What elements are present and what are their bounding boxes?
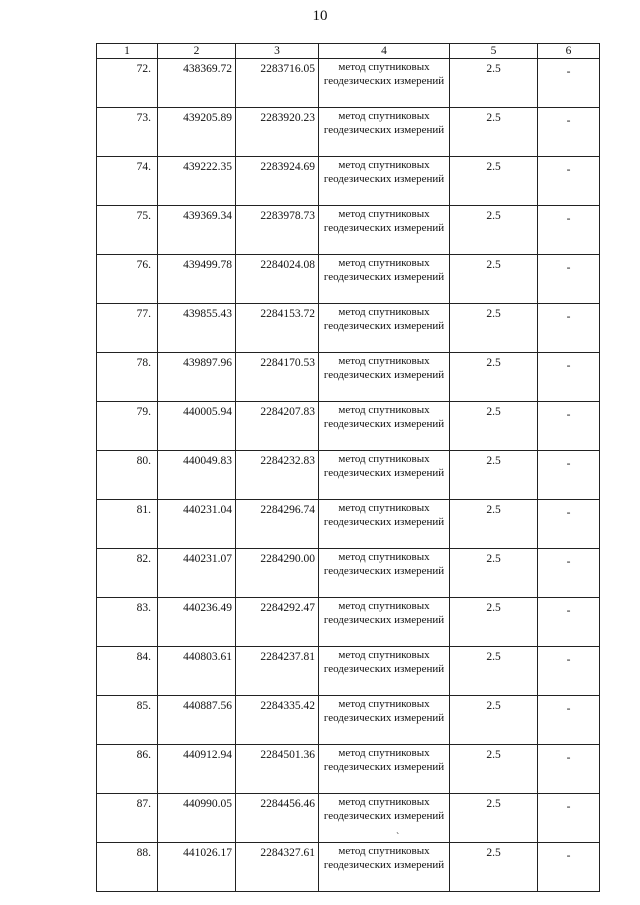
note-value: - [538,157,600,206]
table-row [97,745,600,794]
accuracy-value: 2.5 [450,206,538,255]
accuracy-value: 2.5 [450,402,538,451]
header-col-3: 3 [236,44,319,59]
accuracy-value: 2.5 [450,108,538,157]
x-coordinate: 440887.56 [158,696,236,745]
x-coordinate: 440912.94 [158,745,236,794]
method-description: метод спутниковых геодезических измерений [319,108,450,157]
x-coordinate: 440990.05 [158,794,236,843]
table-body [97,59,600,892]
header-col-4: 4 [319,44,450,59]
accuracy-value: 2.5 [450,157,538,206]
point-number: 88. [97,843,158,892]
method-description: метод спутниковых геодезических измерений [319,745,450,794]
method-description: метод спутниковых геодезических измерений [319,304,450,353]
point-number: 83. [97,598,158,647]
accuracy-value: 2.5 [450,59,538,108]
point-number: 82. [97,549,158,598]
note-value: - [538,794,600,843]
y-coordinate: 2284292.47 [236,598,319,647]
point-number: 87. [97,794,158,843]
header-col-5: 5 [450,44,538,59]
point-number: 75. [97,206,158,255]
accuracy-value: 2.5 [450,647,538,696]
point-number: 74. [97,157,158,206]
x-coordinate: 440049.83 [158,451,236,500]
y-coordinate: 2283716.05 [236,59,319,108]
point-number: 86. [97,745,158,794]
method-description: метод спутниковых геодезических измерений [319,598,450,647]
method-description: метод спутниковых геодезических измерений [319,206,450,255]
point-number: 84. [97,647,158,696]
y-coordinate: 2284237.81 [236,647,319,696]
x-coordinate: 440231.04 [158,500,236,549]
point-number: 80. [97,451,158,500]
page-number: 10 [312,8,328,24]
coordinates-table [96,43,600,892]
y-coordinate: 2284207.83 [236,402,319,451]
x-coordinate: 439205.89 [158,108,236,157]
y-coordinate: 2284232.83 [236,451,319,500]
point-number: 85. [97,696,158,745]
table-row [97,598,600,647]
table-row [97,108,600,157]
point-number: 79. [97,402,158,451]
y-coordinate: 2284327.61 [236,843,319,892]
table-row [97,500,600,549]
y-coordinate: 2284456.46 [236,794,319,843]
y-coordinate: 2284501.36 [236,745,319,794]
x-coordinate: 441026.17 [158,843,236,892]
method-description: метод спутниковых геодезических измерений [319,647,450,696]
note-value: - [538,745,600,794]
x-coordinate: 440231.07 [158,549,236,598]
table-row [97,794,600,843]
point-number: 77. [97,304,158,353]
y-coordinate: 2283924.69 [236,157,319,206]
note-value: - [538,696,600,745]
table-row [97,843,600,892]
point-number: 81. [97,500,158,549]
note-value: - [538,206,600,255]
x-coordinate: 440236.49 [158,598,236,647]
accuracy-value: 2.5 [450,304,538,353]
x-coordinate: 439499.78 [158,255,236,304]
method-description: метод спутниковых геодезических измерений [319,255,450,304]
note-value: - [538,843,600,892]
y-coordinate: 2284335.42 [236,696,319,745]
note-value: - [538,353,600,402]
method-description: метод спутниковых геодезических измерений [319,402,450,451]
method-description: метод спутниковых геодезических измерений [319,451,450,500]
y-coordinate: 2284170.53 [236,353,319,402]
method-description: метод спутниковых геодезических измерений [319,549,450,598]
accuracy-value: 2.5 [450,745,538,794]
header-col-2: 2 [158,44,236,59]
y-coordinate: 2284296.74 [236,500,319,549]
note-value: - [538,59,600,108]
accuracy-value: 2.5 [450,843,538,892]
table-row [97,157,600,206]
x-coordinate: 439855.43 [158,304,236,353]
header-col-6: 6 [538,44,600,59]
table-row [97,255,600,304]
x-coordinate: 439222.35 [158,157,236,206]
point-number: 72. [97,59,158,108]
point-number: 78. [97,353,158,402]
accuracy-value: 2.5 [450,696,538,745]
stray-mark: ` [396,832,400,843]
note-value: - [538,647,600,696]
accuracy-value: 2.5 [450,794,538,843]
y-coordinate: 2284290.00 [236,549,319,598]
method-description: метод спутниковых геодезических измерений [319,794,450,843]
table-header-row [97,44,600,59]
note-value: - [538,255,600,304]
table-row [97,402,600,451]
table-row [97,696,600,745]
y-coordinate: 2283978.73 [236,206,319,255]
table-row [97,206,600,255]
note-value: - [538,304,600,353]
accuracy-value: 2.5 [450,500,538,549]
header-col-1: 1 [97,44,158,59]
table-row [97,647,600,696]
method-description: метод спутниковых геодезических измерений [319,353,450,402]
accuracy-value: 2.5 [450,549,538,598]
note-value: - [538,108,600,157]
x-coordinate: 440005.94 [158,402,236,451]
table-row [97,353,600,402]
accuracy-value: 2.5 [450,255,538,304]
x-coordinate: 439369.34 [158,206,236,255]
y-coordinate: 2284153.72 [236,304,319,353]
method-description: метод спутниковых геодезических измерений [319,843,450,892]
method-description: метод спутниковых геодезических измерений [319,157,450,206]
table-row [97,304,600,353]
y-coordinate: 2283920.23 [236,108,319,157]
table-row [97,549,600,598]
note-value: - [538,402,600,451]
table-row [97,59,600,108]
note-value: - [538,451,600,500]
accuracy-value: 2.5 [450,598,538,647]
point-number: 73. [97,108,158,157]
note-value: - [538,500,600,549]
x-coordinate: 438369.72 [158,59,236,108]
accuracy-value: 2.5 [450,451,538,500]
method-description: метод спутниковых геодезических измерений [319,500,450,549]
x-coordinate: 440803.61 [158,647,236,696]
point-number: 76. [97,255,158,304]
table-row [97,451,600,500]
note-value: - [538,549,600,598]
method-description: метод спутниковых геодезических измерений [319,59,450,108]
accuracy-value: 2.5 [450,353,538,402]
note-value: - [538,598,600,647]
method-description: метод спутниковых геодезических измерений [319,696,450,745]
x-coordinate: 439897.96 [158,353,236,402]
y-coordinate: 2284024.08 [236,255,319,304]
